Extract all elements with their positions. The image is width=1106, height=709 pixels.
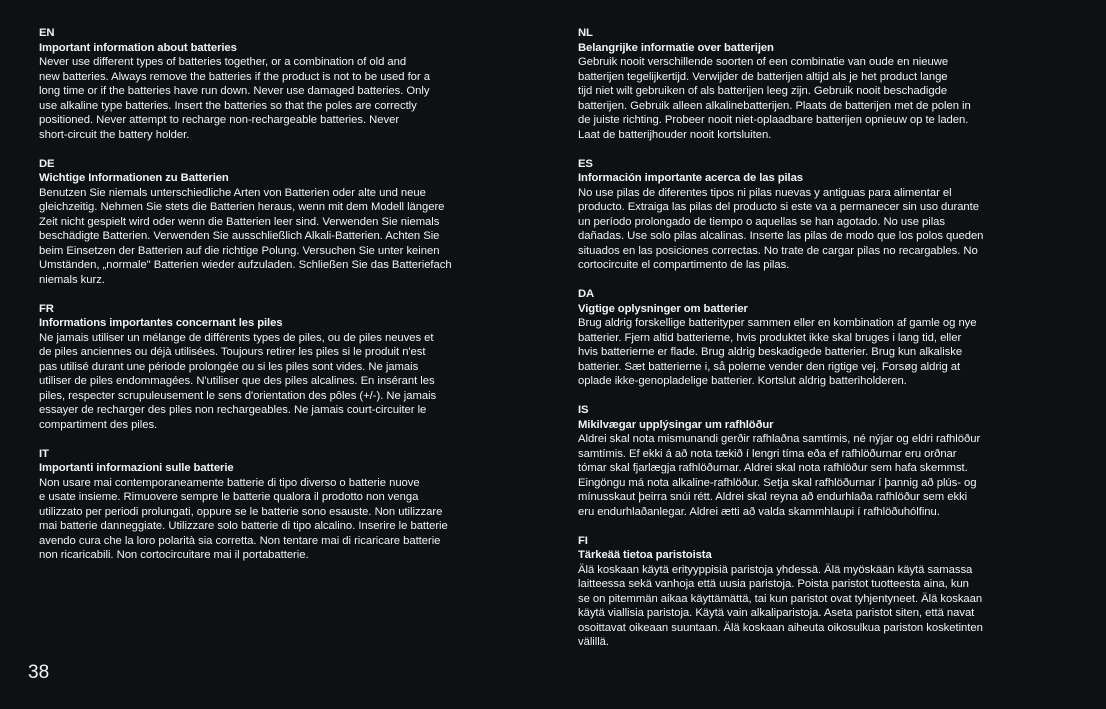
section-heading: Información importante acerca de las pilas	[578, 172, 803, 184]
right-column	[578, 26, 1048, 664]
section-heading: Wichtige Informationen zu Batterien	[39, 172, 229, 184]
section-heading: Informations importantes concernant les piles	[39, 317, 283, 329]
section-de	[39, 157, 509, 288]
language-code: ES	[578, 157, 593, 170]
section-fr	[39, 302, 509, 433]
section-body: Gebruik nooit verschillende soorten of een combinatie van oude en nieuwe batterijen tegelijkertijd. Verwijder de batterijen altijd als je het product lange tijd niet wilt gebruiken of als batterijen leeg zijn. Gebruik nooit beschadigde batterijen. Gebruik alleen alkalinebatterijen. Plaats de batterijen met de polen in de juiste richting. Probeer nooit niet-oplaadbare batterijen opnieuw op te laden. Laat de batterijhouder nooit kortsluiten.	[578, 56, 971, 141]
section-body: Älä koskaan käytä erityyppisiä paristoja yhdessä. Älä myöskään käytä samassa laitteessa sekä vanhoja että uusia paristoja. Poista paristot tuotteesta aina, kun se on pitemmän aikaa käyttämättä, tai kun paristot ovat tyhjentyneet. Älä koskaan käytä viallisia paristoja. Käytä vain alkaliparistoja. Aseta paristot siten, että navat osoittavat oikeaan suuntaan. Älä koskaan aiheuta oikosulkua pariston kosketinten välillä.	[578, 563, 983, 648]
language-code: DE	[39, 157, 55, 170]
section-heading: Important information about batteries	[39, 41, 237, 54]
section-body: No use pilas de diferentes tipos ni pilas nuevas y antiguas para alimentar el producto. Extraiga las pilas del producto si este va a permanecer sin uso durante un período prolongado de tiempo o aquellas se han agotado. No use pilas dañadas. Use solo pilas alcalinas. Inserte las pilas de modo que los polos queden situados en las posiciones correctas. No trate de cargar pilas no recargables. No cortocircuite el compartimento de las pilas.	[578, 186, 984, 271]
section-body: Never use different types of batteries together, or a combination of old and new batteries. Always remove the batteries if the product is not to be used for a long time or if the batteries have run down. Never use damaged batteries. Only use alkaline type batteries. Insert the batteries so that the poles are correctly positioned. Never attempt to recharge non-rechargeable batteries. Never short-circuit the battery holder.	[39, 56, 430, 141]
section-body: Benutzen Sie niemals unterschiedliche Arten von Batterien oder alte und neue gleichzeitig. Nehmen Sie stets die Batterien heraus, wenn mit dem Modell längere Zeit nicht gespielt wird oder wenn die Batterien leer sind. Verwenden Sie niemals beschädigte Batterien. Verwenden Sie ausschließlich Alkali-Batterien. Achten Sie beim Einsetzen der Batterien auf die richtige Polung. Versuchen Sie unter keinen Umständen, „normale" Batterien wieder aufzuladen. Schließen Sie das Batteriefach niemals kurz.	[39, 186, 452, 286]
language-code: IS	[578, 404, 589, 416]
section-heading: Vigtige oplysninger om batterier	[578, 302, 748, 315]
section-body: Aldrei skal nota mismunandi gerðir rafhlaðna samtímis, né nýjar og eldri rafhlöður samtímis. Ef ekki á að nota tækið í lengri tíma eða ef rafhlöðurnar eru orðnar tómar skal fjarlægja rafhlöðurnar. Aldrei skal nota rafhlöður sem hafa skemmst. Eingöngu má nota alkaline-rafhlöður. Setja skal rafhlöðurnar í þannig að plús- og mínusskaut þeirra snúi rétt. Aldrei skal reyna að endurhlaða rafhlöður sem ekki eru endurhlaðanlegar. Aldrei ætti að valda skammhlaupi í rafhlöðuhólfinu.	[578, 433, 981, 518]
language-code: NL	[578, 27, 593, 39]
left-column	[39, 26, 509, 577]
language-code: IT	[39, 447, 49, 460]
language-code: FI	[578, 534, 588, 547]
language-code: FR	[39, 302, 54, 315]
section-heading: Tärkeää tietoa paristoista	[578, 549, 712, 561]
section-es	[578, 157, 1048, 273]
section-body: Non usare mai contemporaneamente batterie di tipo diverso o batterie nuove e usate insieme. Rimuovere sempre le batterie qualora il prodotto non venga utilizzato per periodi prolungati, oppure se le batterie sono esauste. Non utilizzare mai batterie danneggiate. Utilizzare solo batterie di tipo alcalino. Inserire le batterie avendo cura che la loro polarità sia corretta. Non tentare mai di ricaricare batterie non ricaricabili. Non cortocircuitare mai il portabatterie.	[39, 476, 448, 561]
language-code: DA	[578, 288, 595, 300]
section-da	[578, 287, 1048, 389]
section-is	[578, 403, 1048, 519]
section-body: Brug aldrig forskellige batterityper sammen eller en kombination af gamle og nye batterier. Fjern altid batterierne, hvis produktet ikke skal bruges i lang tid, eller hvis batterierne er flade. Brug aldrig beskadigede batterier. Brug kun alkaliske batterier. Sæt batterierne i, så polerne vender den rigtige vej. Forsøg aldrig at oplade ikke-genopladelige batterier. Kortslut aldrig batteriholderen.	[578, 317, 977, 387]
section-body: Ne jamais utiliser un mélange de différents types de piles, ou de piles neuves et de piles anciennes ou déjà utilisées. Toujours retirer les piles si le produit n'est pas utilisé durant une période prolongée ou si les piles sont vides. Ne jamais utiliser de piles endommagées. N'utiliser que des piles alcalines. En insérant les piles, respecter scrupuleusement le sens d'orientation des pôles (+/-). Ne jamais essayer de recharger des piles non rechargeables. Ne jamais court-circuiter le compartiment des piles.	[39, 331, 437, 431]
section-fi	[578, 534, 1048, 650]
section-heading: Belangrijke informatie over batterijen	[578, 41, 774, 54]
section-it	[39, 447, 509, 563]
section-en	[39, 26, 509, 142]
section-nl	[578, 26, 1048, 142]
section-heading: Importanti informazioni sulle batterie	[39, 462, 234, 474]
page-number: 38	[28, 662, 50, 683]
language-code: EN	[39, 27, 55, 39]
section-heading: Mikilvægar upplýsingar um rafhlöður	[578, 418, 774, 431]
